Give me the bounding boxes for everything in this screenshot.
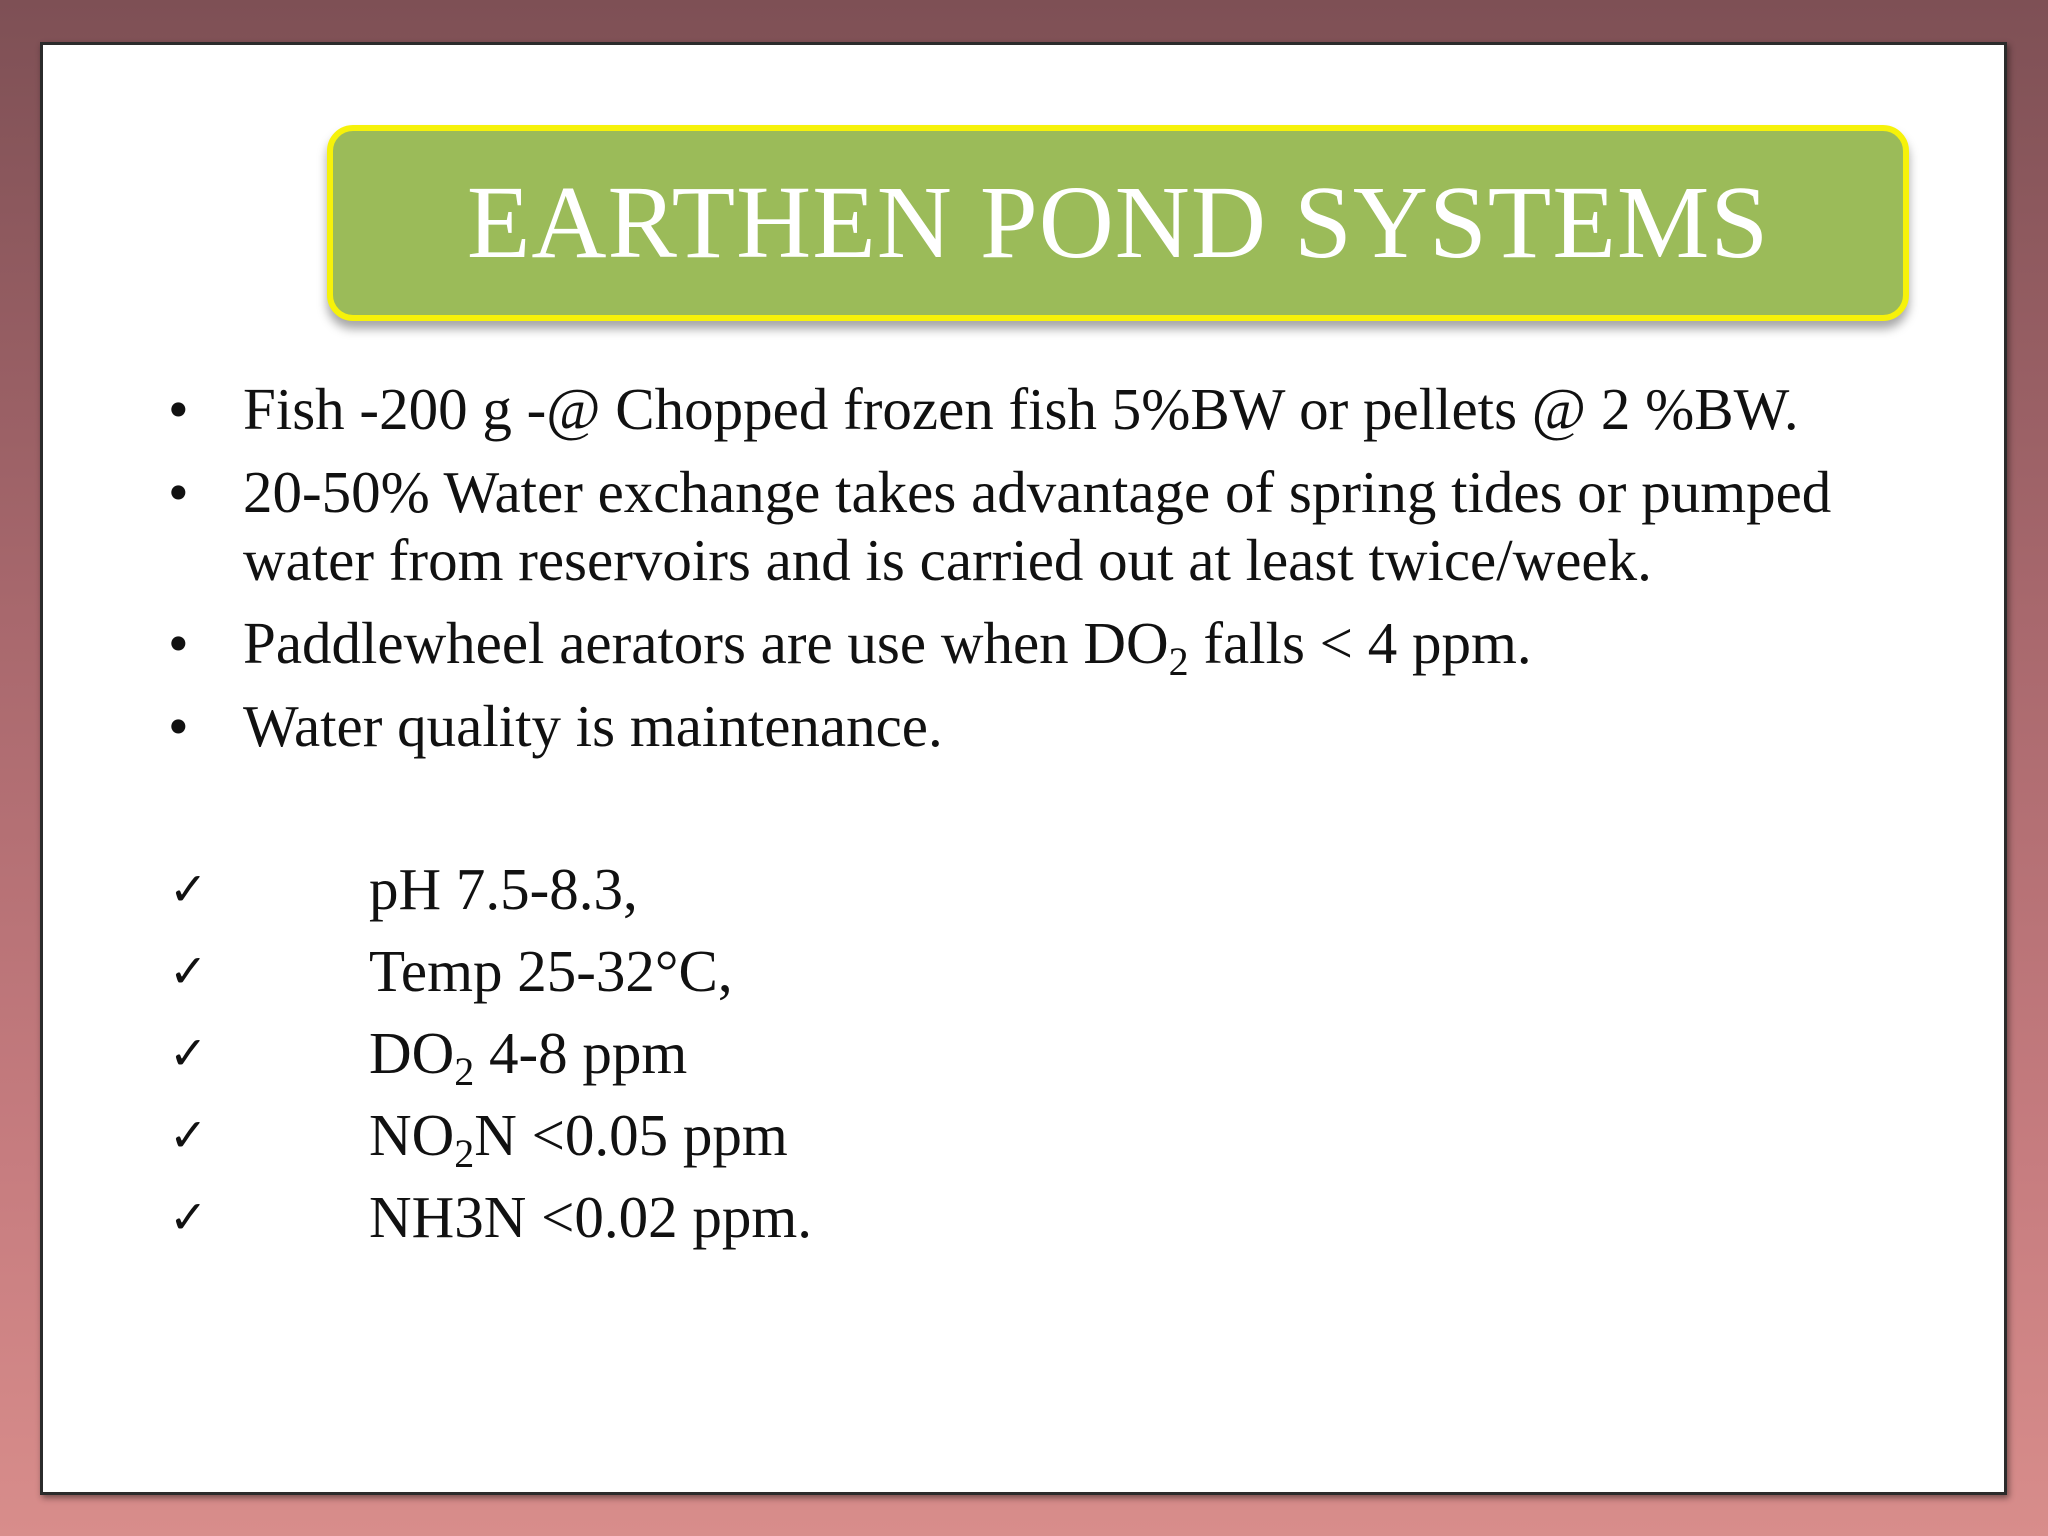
bullet-dot-icon: •	[168, 459, 189, 525]
bullet-text: 20-50% Water exchange takes advantage of spring tides or pumped water from reservoirs and is carried out at least twice/week.	[243, 459, 1832, 593]
bullet-dot-icon: •	[168, 693, 189, 759]
checkmark-icon: ✓	[169, 944, 208, 998]
bullet-dot-icon: •	[168, 610, 189, 676]
bullet-text-part: falls < 4 ppm.	[1188, 610, 1532, 676]
check-text-part: NO	[369, 1102, 455, 1168]
subscript: 2	[454, 1131, 475, 1176]
check-text	[369, 855, 638, 923]
checkmark-icon: ✓	[169, 1108, 208, 1162]
bullet-item	[163, 375, 1963, 443]
checkmark-icon: ✓	[169, 1190, 208, 1244]
check-item	[169, 1183, 1369, 1251]
checklist	[169, 855, 1369, 1265]
bullet-text: Water quality is maintenance.	[243, 693, 943, 759]
bullet-item	[163, 692, 1963, 760]
check-text-part: 4-8 ppm	[474, 1020, 688, 1086]
check-item	[169, 1101, 1369, 1176]
slide-title: EARTHEN POND SYSTEMS	[466, 165, 1770, 280]
check-text-part: Temp 25-32°C,	[369, 938, 733, 1004]
checkmark-icon: ✓	[169, 1026, 208, 1080]
check-text-part: DO	[369, 1020, 455, 1086]
bullet-list	[163, 375, 1963, 775]
bullet-text-part: Paddlewheel aerators are use when DO	[243, 610, 1169, 676]
check-text	[369, 937, 733, 1005]
check-text-part: NH3N <0.02 ppm.	[369, 1184, 812, 1250]
subscript: 2	[1168, 639, 1189, 684]
checkmark-icon: ✓	[169, 862, 208, 916]
check-text	[369, 1019, 688, 1094]
check-text	[369, 1183, 812, 1251]
bullet-item	[163, 609, 1963, 684]
title-banner	[327, 125, 1909, 321]
check-text	[369, 1101, 788, 1176]
bullet-item	[163, 458, 1963, 594]
check-item	[169, 855, 1369, 923]
bullet-text	[243, 610, 1532, 684]
check-item	[169, 937, 1369, 1005]
check-text-part: pH 7.5-8.3,	[369, 856, 638, 922]
subscript: 2	[454, 1049, 475, 1094]
check-text-part: N <0.05 ppm	[474, 1102, 788, 1168]
check-item	[169, 1019, 1369, 1094]
slide	[40, 42, 2007, 1495]
bullet-text: Fish -200 g -@ Chopped frozen fish 5%BW or pellets @ 2 %BW.	[243, 376, 1799, 442]
bullet-dot-icon: •	[168, 376, 189, 442]
